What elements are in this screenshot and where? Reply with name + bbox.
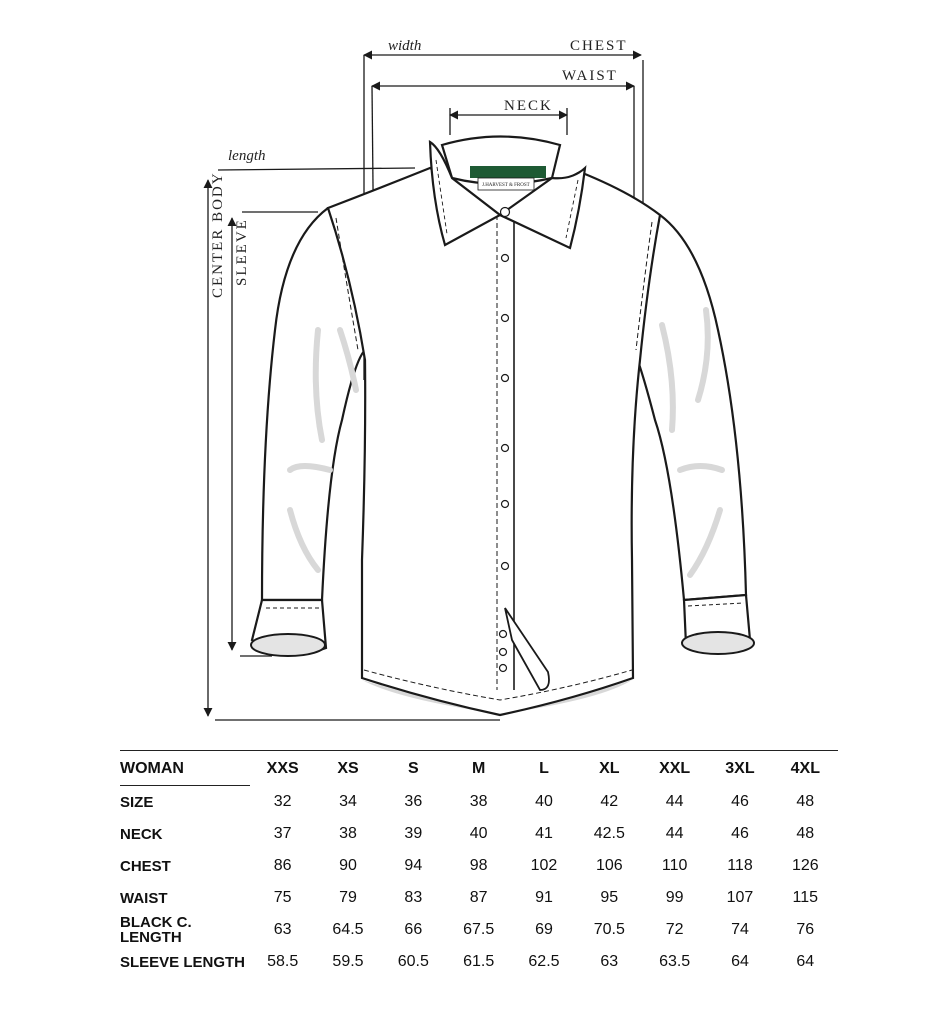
row-label: SIZE <box>120 793 154 811</box>
table-cell: 76 <box>796 921 815 938</box>
table-cell: 34 <box>339 793 357 810</box>
table-cell: 63 <box>600 953 619 970</box>
width-label: width <box>388 38 422 54</box>
table-cell: 94 <box>404 857 423 874</box>
table-cell: 86 <box>273 857 292 874</box>
size-table <box>120 752 838 978</box>
column-header: XXL <box>659 760 691 777</box>
table-cell: 62.5 <box>528 953 560 970</box>
shirt-body <box>328 168 660 715</box>
table-cell: 48 <box>796 793 815 810</box>
row-label: CHEST <box>120 857 171 875</box>
row-label: WAIST <box>120 889 168 907</box>
column-header: XS <box>337 760 359 777</box>
table-cell: 61.5 <box>463 953 495 970</box>
table-cell: 95 <box>600 889 619 906</box>
table-cell: 74 <box>731 921 749 938</box>
table-cell: 66 <box>404 921 423 938</box>
sleeve-label: SLEEVE <box>234 218 250 286</box>
row-label: NECK <box>120 825 163 843</box>
table-cell: 91 <box>535 889 553 906</box>
table-cell: 87 <box>469 889 488 906</box>
row-label: SLEEVE LENGTH <box>120 953 246 971</box>
column-header: 4XL <box>790 760 820 777</box>
table-cell: 40 <box>469 825 488 842</box>
collar-label-text: J.HARVEST & FROST <box>482 183 530 188</box>
header-row <box>120 752 838 786</box>
table-cell: 126 <box>791 857 819 874</box>
table-cell: 90 <box>339 857 357 874</box>
table-row <box>120 786 838 818</box>
table-cell: 64 <box>731 953 749 970</box>
table-cell: 110 <box>661 857 688 874</box>
table-cell: 83 <box>404 889 423 906</box>
collar-band-green <box>470 166 546 178</box>
table-cell: 48 <box>796 825 815 842</box>
chest-label: CHEST <box>570 38 628 54</box>
table-cell: 32 <box>273 793 292 810</box>
table-cell: 98 <box>469 857 488 874</box>
table-cell: 46 <box>731 793 749 810</box>
length-label: length <box>228 148 266 164</box>
table-cell: 79 <box>339 889 357 906</box>
table-row <box>120 818 838 850</box>
table-cell: 75 <box>273 889 292 906</box>
table-cell: 37 <box>273 825 292 842</box>
table-top-rule <box>120 750 838 751</box>
column-header: XXS <box>266 760 299 777</box>
table-cell: 38 <box>339 825 357 842</box>
shirt-illustration <box>251 137 754 716</box>
table-cell: 106 <box>595 857 623 874</box>
table-row <box>120 882 838 914</box>
table-cell: 72 <box>665 921 684 938</box>
table-cell: 102 <box>530 857 558 874</box>
table-cell: 36 <box>404 793 423 810</box>
table-cell: 118 <box>727 857 753 874</box>
table-cell: 63 <box>273 921 292 938</box>
neck-label: NECK <box>504 98 553 114</box>
table-cell: 40 <box>535 793 553 810</box>
table-cell: 70.5 <box>593 921 625 938</box>
table-cell: 60.5 <box>397 953 429 970</box>
center-body-label: CENTER BODY <box>210 171 226 298</box>
waist-label: WAIST <box>562 68 618 84</box>
table-cell: 39 <box>404 825 423 842</box>
column-header: M <box>471 760 486 777</box>
table-cell: 67.5 <box>463 921 495 938</box>
column-header: 3XL <box>725 760 755 777</box>
table-row <box>120 946 838 978</box>
table-corner: WOMAN <box>120 760 184 777</box>
table-cell: 46 <box>731 825 749 842</box>
column-header: L <box>539 760 549 777</box>
table-cell: 58.5 <box>267 953 299 970</box>
column-header: S <box>407 760 419 777</box>
table-row <box>120 914 838 946</box>
table-row <box>120 850 838 882</box>
table-cell: 115 <box>792 889 819 906</box>
table-cell: 64.5 <box>332 921 364 938</box>
table-cell: 64 <box>796 953 815 970</box>
table-cell: 42.5 <box>593 825 625 842</box>
table-cell: 59.5 <box>332 953 364 970</box>
table-cell: 44 <box>665 825 684 842</box>
table-cell: 63.5 <box>659 953 691 970</box>
table-cell: 42 <box>600 793 619 810</box>
right-cuff <box>682 595 754 654</box>
table-cell: 41 <box>535 825 553 842</box>
column-header: XL <box>599 760 620 777</box>
table-cell: 38 <box>469 793 488 810</box>
left-cuff <box>251 600 326 656</box>
table-cell: 99 <box>665 889 684 906</box>
row-label: BLACK C. LENGTH <box>120 914 192 946</box>
table-cell: 107 <box>726 889 754 906</box>
table-cell: 44 <box>665 793 684 810</box>
table-cell: 69 <box>535 921 553 938</box>
